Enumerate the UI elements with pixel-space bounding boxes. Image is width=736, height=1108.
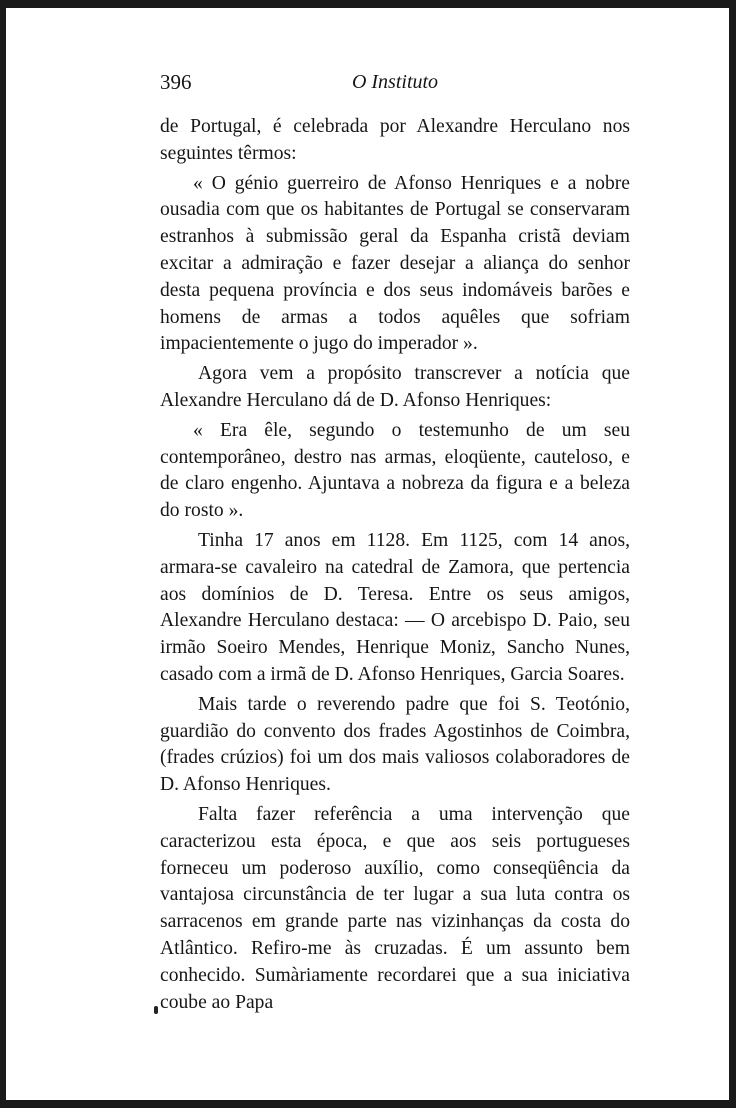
running-title: O Instituto xyxy=(351,71,439,93)
page-number: 396 xyxy=(160,70,192,94)
quote-paragraph: « O génio guerreiro de Afonso Henriques e a nobre ousadia com que os habitantes de Portugal se conservaram estranhos à submissão geral da Espanha cristã deviam excitar a admiração e fazer desejar a aliança do senhor desta pequena província e dos seus indomáveis barões e homens de armas a todos aquêles que sofriam impacientemente o jugo do imperador ». xyxy=(160,172,630,355)
paragraph: Falta fazer referência a uma intervenção que caracterizou esta época, e que aos seis portugueses forneceu um poderoso auxílio, como conseqüência da vantajosa circunstância de ter lugar a sua luta contra os sarracenos em grande parte nas vizinhanças da costa do Atlântico. Refiro-me às cruzadas. É um assunto bem conhecido. Sumàriamente recordarei que a sua iniciativa coube ao Papa xyxy=(160,803,630,1013)
body-text xyxy=(160,114,630,1016)
paragraph: Agora vem a propósito transcrever a notícia que Alexandre Herculano dá de D. Afonso Henriques: xyxy=(160,363,630,411)
ink-spot xyxy=(154,1006,158,1014)
paragraph: Mais tarde o reverendo padre que foi S. Teotónio, guardião do convento dos frades Agostinhos de Coimbra, (frades crúzios) foi um dos mais valiosos colaboradores de D. Afonso Henriques. xyxy=(160,693,630,796)
running-head xyxy=(160,68,630,96)
paragraph: Tinha 17 anos em 1128. Em 1125, com 14 anos, armara-se cavaleiro na catedral de Zamora, que pertencia aos domínios de D. Teresa. Entre os seus amigos, Alexandre Herculano destaca: — O arcebispo D. Paio, seu irmão Soeiro Mendes, Henrique Moniz, Sancho Nunes, casado com a irmã de D. Afonso Henriques, Garcia Soares. xyxy=(160,529,630,685)
paragraph-continuation: de Portugal, é celebrada por Alexandre Herculano nos seguintes têrmos: xyxy=(160,116,630,164)
quote-paragraph: « Era êle, segundo o testemunho de um seu contemporâneo, destro nas armas, eloqüente, cauteloso, e de claro engenho. Ajuntava a nobreza da figura e a beleza do rosto ». xyxy=(160,419,630,522)
